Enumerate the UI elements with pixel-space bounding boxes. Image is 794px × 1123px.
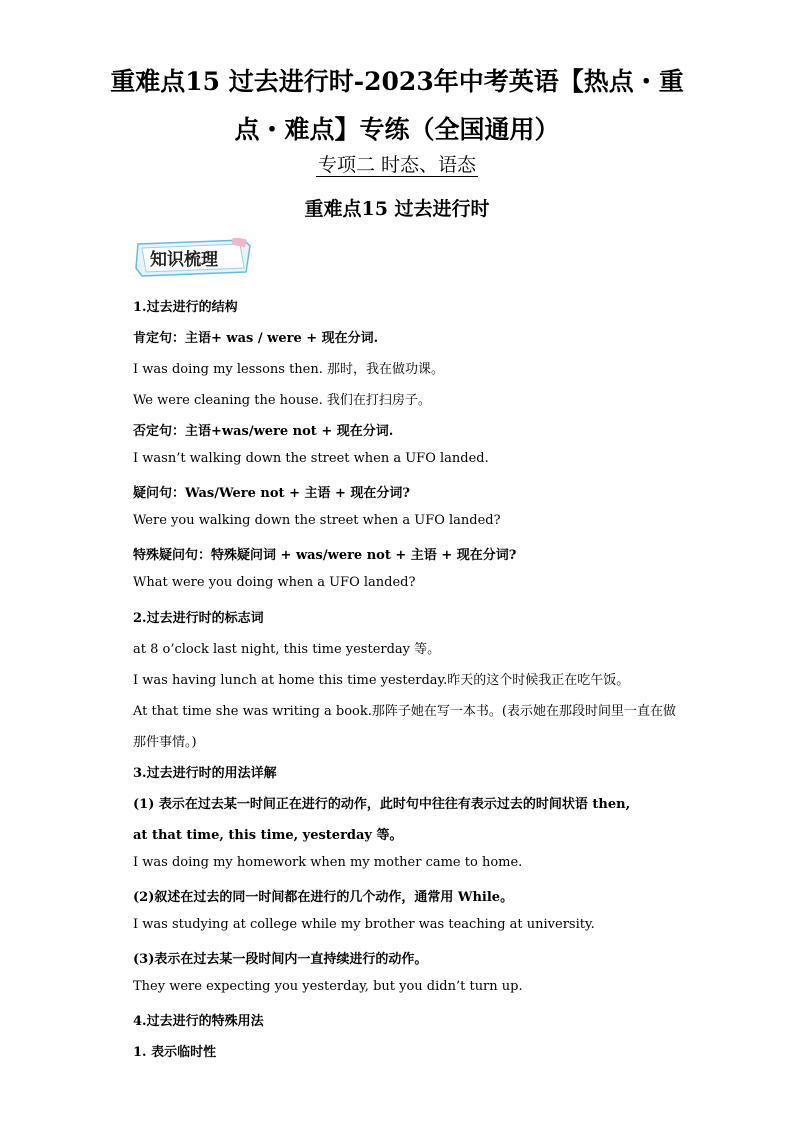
title-line-1: 重难点15 过去进行时-2023年中考英语【热点・重 xyxy=(110,67,684,96)
title-line-2: 点・难点】专练（全国通用） xyxy=(234,115,560,144)
body-line: What were you doing when a UFO landed? xyxy=(133,575,416,591)
document-title xyxy=(80,58,714,154)
body-line: At that time she was writing a book.那阵子她在写一本书。(表示她在那段时间里一直在做 xyxy=(133,703,676,719)
banner-label: 知识梳理 xyxy=(150,250,218,270)
body-line: (3)表示在过去某一段时间内一直持续进行的动作。 xyxy=(133,952,428,968)
body-line: 3.过去进行时的用法详解 xyxy=(133,765,277,781)
body-line: 肯定句：主语+ was / were + 现在分词. xyxy=(133,331,379,347)
body-line: I was doing my homework when my mother came to home. xyxy=(133,854,523,870)
body-line: I was doing my lessons then. 那时，我在做功课。 xyxy=(133,362,445,378)
body-line: I was studying at college while my brother was teaching at university. xyxy=(133,917,595,932)
body-line: (2)叙述在过去的同一时间都在进行的几个动作，通常用 While。 xyxy=(133,889,514,905)
body-line: 4.过去进行的特殊用法 xyxy=(133,1014,264,1030)
body-line: (1) 表示在过去某一时间正在进行的动作，此时句中往往有表示过去的时间状语 then, xyxy=(133,796,631,812)
body-line: 疑问句：Was/Were not + 主语 + 现在分词? xyxy=(133,486,411,502)
body-line: at 8 o’clock last night, this time yesterday 等。 xyxy=(133,641,441,657)
body-line: 否定句：主语+was/were not + 现在分词. xyxy=(133,424,394,440)
body-line: We were cleaning the house. 我们在打扫房子。 xyxy=(133,393,431,409)
section-label xyxy=(0,150,794,177)
body-line: 特殊疑问句：特殊疑问词 + was/were not + 主语 + 现在分词? xyxy=(133,548,517,564)
knowledge-banner xyxy=(134,238,254,278)
body-line: 那件事情。) xyxy=(133,734,197,750)
body-line: 1. 表示临时性 xyxy=(133,1045,217,1061)
body-line: They were expecting you yesterday, but you didn’t turn up. xyxy=(133,979,523,995)
body-line: Were you walking down the street when a UFO landed? xyxy=(133,513,501,529)
body-line: 1.过去进行的结构 xyxy=(133,300,238,315)
body-line: 2.过去进行时的标志词 xyxy=(133,610,264,626)
body-line: I was having lunch at home this time yesterday.昨天的这个时候我正在吃午饭。 xyxy=(133,672,630,688)
subtitle: 重难点15 过去进行时 xyxy=(304,198,490,220)
body-line: at that time, this time, yesterday 等。 xyxy=(133,827,403,843)
section-label-text: 专项二 时态、语态 xyxy=(317,154,477,176)
body-line: I wasn’t walking down the street when a UFO landed. xyxy=(133,451,489,467)
